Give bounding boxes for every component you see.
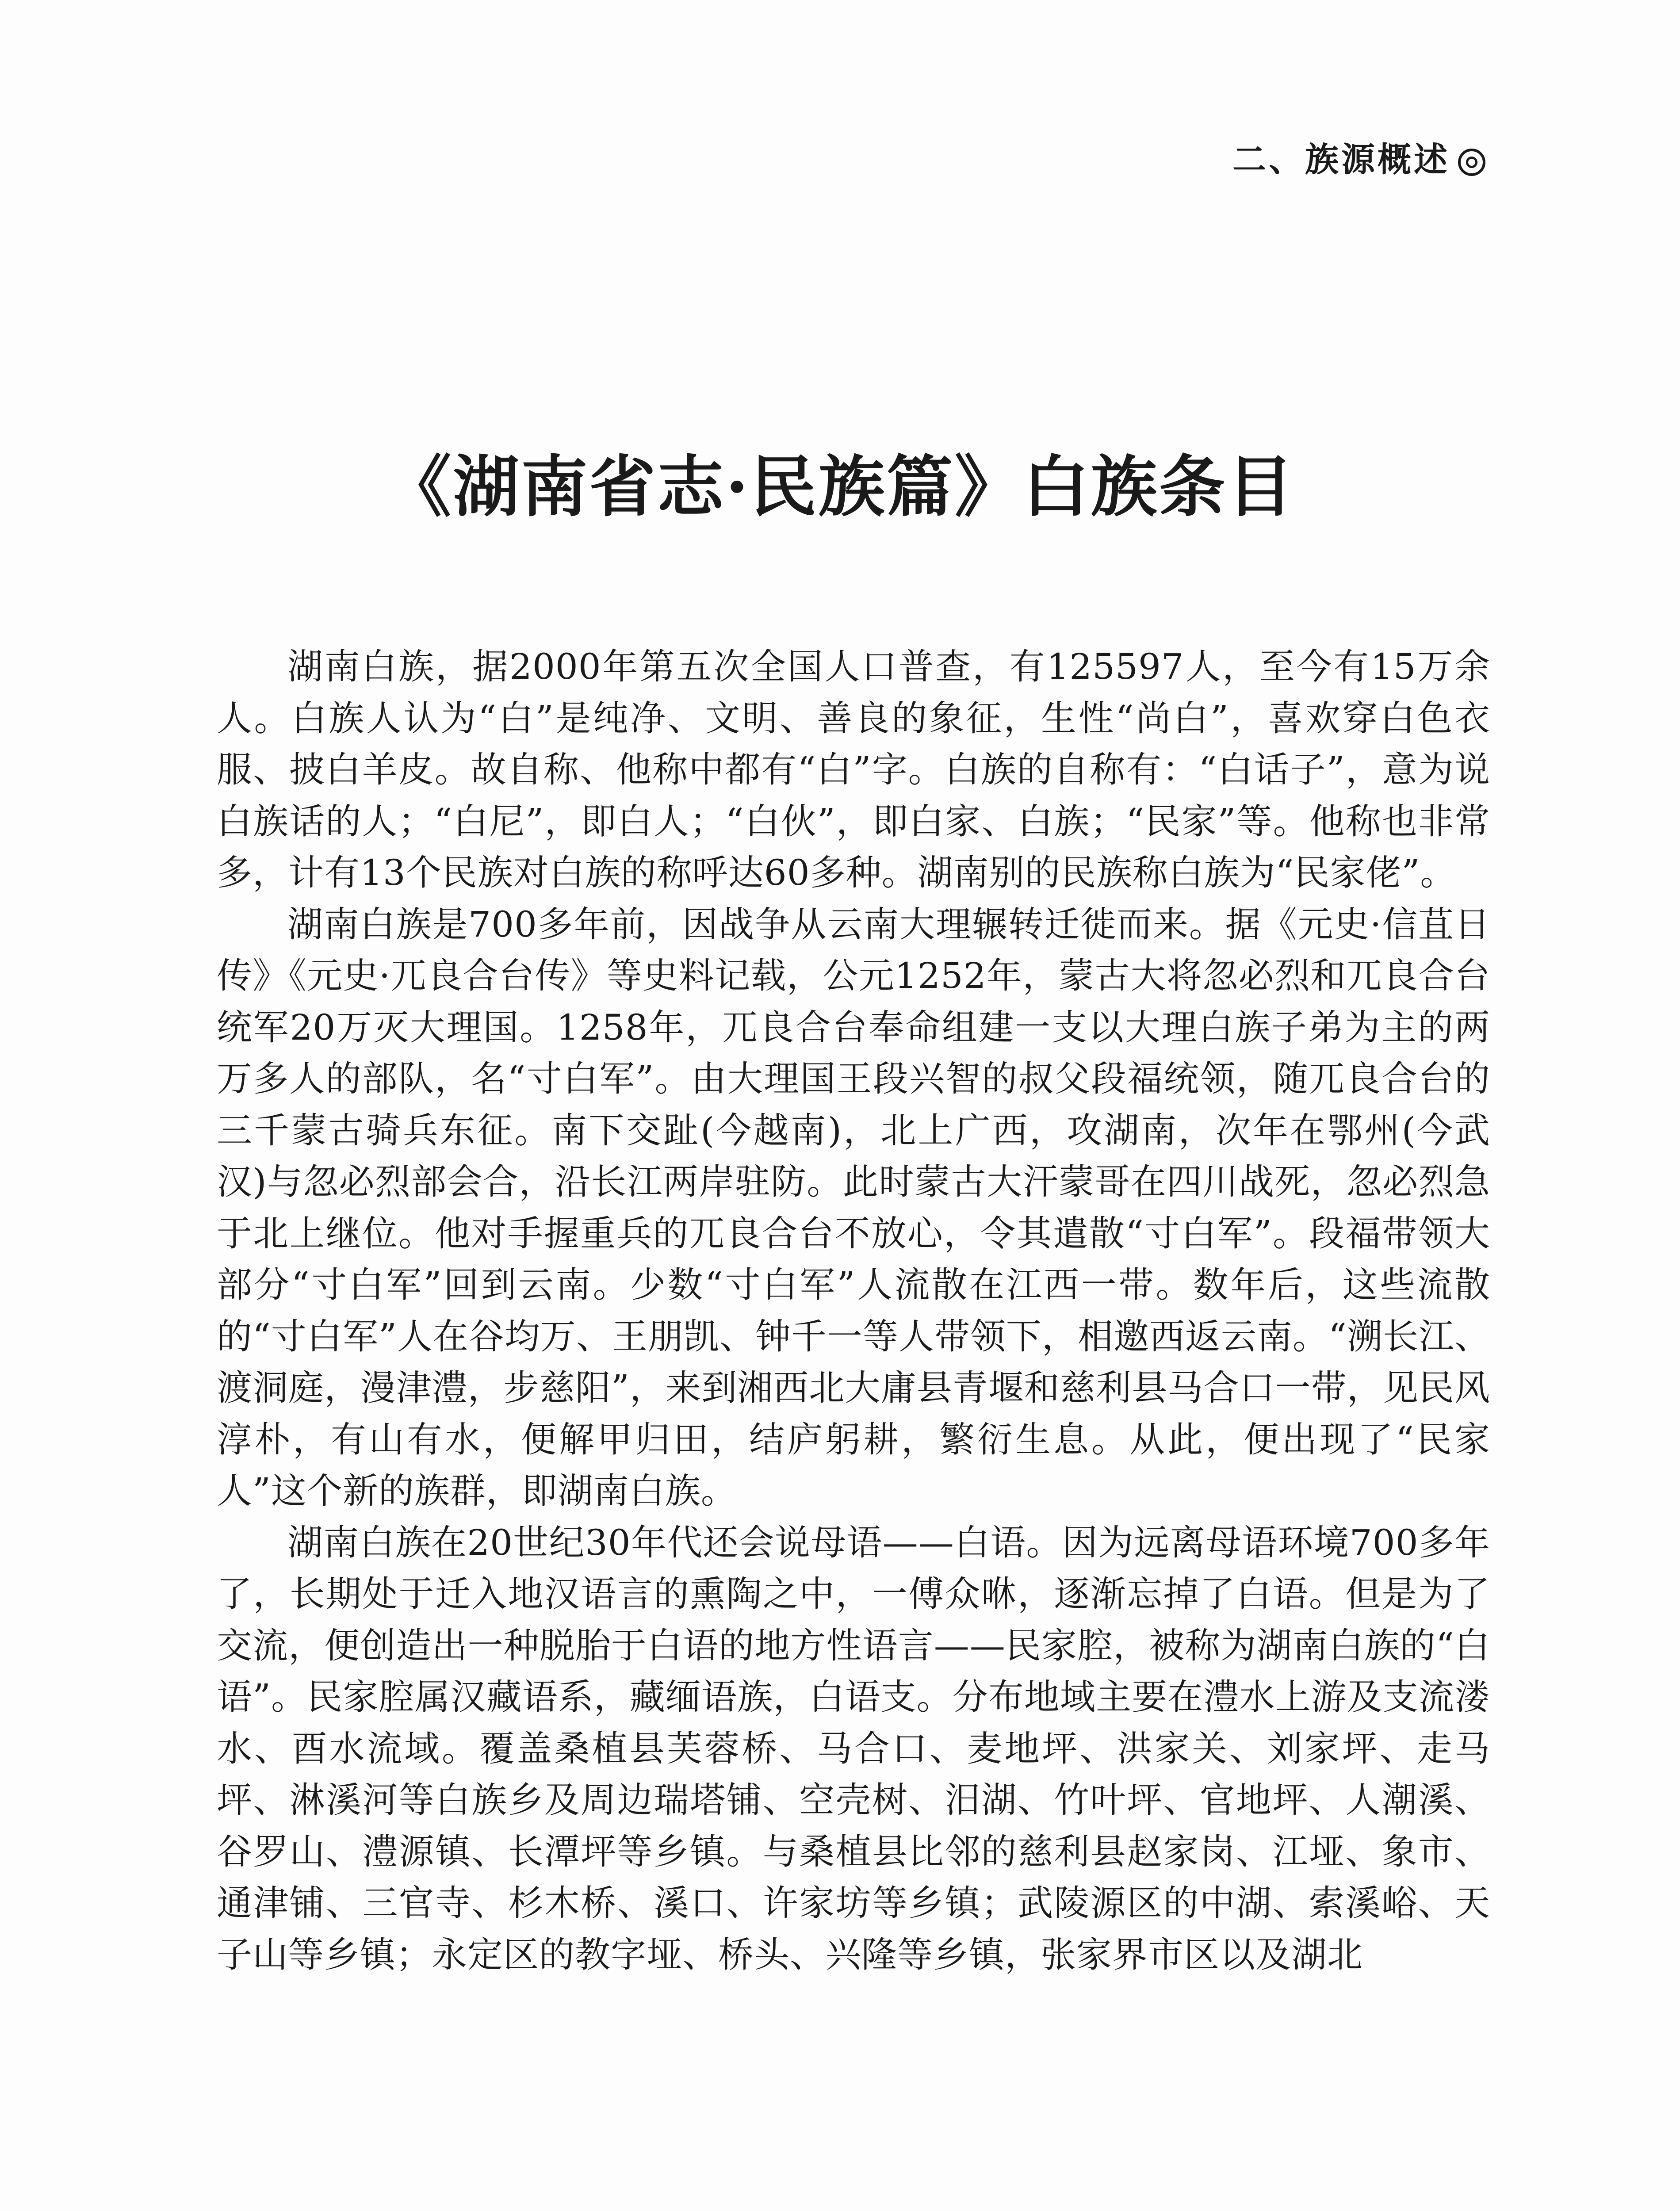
paragraph-2: 湖南白族是700多年前，因战争从云南大理辗转迁徙而来。据《元史·信苴日传》《元史·兀良合台传》等史料记载，公元1252年，蒙古大将忽必烈和兀良合台统军20万灭大理国。1258年，兀良合台奉命组建一支以大理白族子弟为主的两万多人的部队，名“寸白军”。由大理国王段兴智的叔父段福统领，随兀良合台的三千蒙古骑兵东征。南下交趾(今越南)，北上广西，攻湖南，次年在鄂州(今武汉)与忽必烈部会合，沿长江两岸驻防。此时蒙古大汗蒙哥在四川战死，忽必烈急于北上继位。他对手握重兵的兀良合台不放心，令其遣散“寸白军”。段福带领大部分“寸白军”回到云南。少数“寸白军”人流散在江西一带。数年后，这些流散的“寸白军”人在谷均万、王朋凯、钟千一等人带领下，相邀西返云南。“溯长江、渡洞庭，漫津澧，步慈阳”，来到湘西北大庸县青堰和慈利县马合口一带，见民风淳朴，有山有水，便解甲归田，结庐躬耕，繁衍生息。从此，便出现了“民家人”这个新的族群，即湖南白族。 xyxy=(217,903,1490,1511)
double-circle-icon xyxy=(1458,149,1485,176)
paragraph-1: 湖南白族，据2000年第五次全国人口普查，有125597人，至今有15万余人。白族人认为“白”是纯净、文明、善良的象征，生性“尚白”，喜欢穿白色衣服、披白羊皮。故自称、他称中都有“白”字。白族的自称有：“白话子”，意为说白族话的人；“白尼”，即白人；“白伙”，即白家、白族；“民家”等。他称也非常多，计有13个民族对白族的称呼达60多种。湖南别的民族称白族为“民家佬”。 xyxy=(217,646,1490,893)
page-title: 《湖南省志·民族篇》白族条目 xyxy=(385,448,1295,526)
running-head-text: 二、族源概述 xyxy=(1232,140,1450,179)
running-head xyxy=(1232,133,1485,181)
paragraph-3: 湖南白族在20世纪30年代还会说母语——白语。因为远离母语环境700多年了，长期处于迁入地汉语言的熏陶之中，一傅众咻，逐渐忘掉了白语。但是为了交流，便创造出一种脱胎于白语的地方性语言——民家腔，被称为湖南白族的“白语”。民家腔属汉藏语系，藏缅语族，白语支。分布地域主要在澧水上游及支流溇水、酉水流域。覆盖桑植县芙蓉桥、马合口、麦地坪、洪家关、刘家坪、走马坪、淋溪河等白族乡及周边瑞塔铺、空壳树、汨湖、竹叶坪、官地坪、人潮溪、谷罗山、澧源镇、长潭坪等乡镇。与桑植县比邻的慈利县赵家岗、江垭、象市、通津铺、三官寺、杉木桥、溪口、许家坊等乡镇；武陵源区的中湖、索溪峪、天子山等乡镇；永定区的教字垭、桥头、兴隆等乡镇，张家界市区以及湖北 xyxy=(217,1522,1490,1975)
body-text xyxy=(217,641,1490,1981)
